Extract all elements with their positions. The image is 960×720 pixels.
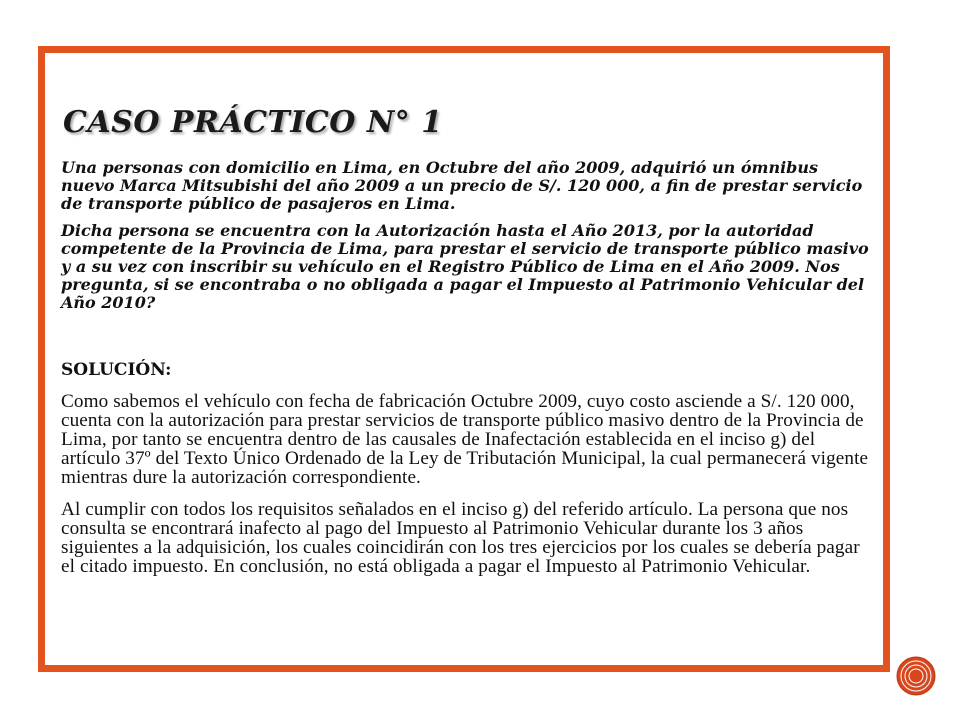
- solution-paragraph-2: Al cumplir con todos los requisitos señalados en el inciso g) del referido artículo. La persona que nos consulta se encontrará inafecto al pago del Impuesto al Patrimonio Vehicular durante los 3 años siguientes a la adquisición, los cuales coincidirán con los tres ejercicios por los cuales se debería pagar el citado impuesto. En conclusión, no está obligada a pagar el Impuesto al Patrimonio Vehicular.: [61, 499, 860, 577]
- slide-title: CASO PRÁCTICO N° 1: [63, 105, 443, 140]
- slide-content: [61, 159, 871, 576]
- solution-heading: SOLUCIÓN:: [61, 360, 172, 380]
- solution-paragraph-1: Como sabemos el vehículo con fecha de fabricación Octubre 2009, cuyo costo asciende a S/. 120 000, cuenta con la autorización para prestar servicios de transporte público masivo dentro de la Provincia de Lima, por tanto se encuentra dentro de las causales de Inafectación establecida en el inciso g) del artículo 37º del Texto Único Ordenado de la Ley de Tributación Municipal, la cual permanecerá vigente mientras dure la autorización correspondiente.: [61, 391, 869, 488]
- case-paragraph-1: Una personas con domicilio en Lima, en Octubre del año 2009, adquirió un ómnibus nuevo Marca Mitsubishi del año 2009 a un precio de S/. 120 000, a fin de prestar servicio de transporte público de pasajeros en Lima.: [61, 158, 863, 213]
- corner-badge-icon: [896, 656, 936, 696]
- case-paragraph-2: Dicha persona se encuentra con la Autorización hasta el Año 2013, por la autoridad competente de la Provincia de Lima, para prestar el servicio de transporte público masivo y a su vez con inscribir su vehículo en el Registro Público de Lima en el Año 2009. Nos pregunta, si se encontraba o no obligada a pagar el Impuesto al Patrimonio Vehicular del Año 2010?: [61, 221, 869, 312]
- slide-frame: [38, 46, 890, 672]
